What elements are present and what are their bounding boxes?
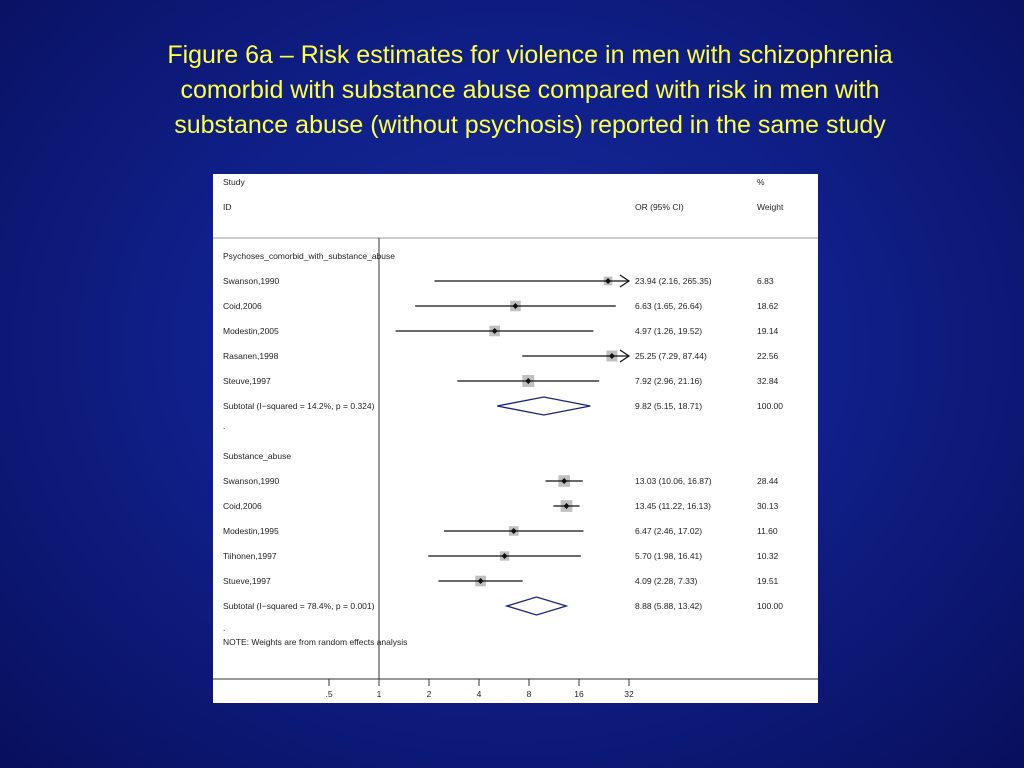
x-axis-tick-label: 4 xyxy=(476,689,482,699)
weight-text: 100.00 xyxy=(757,601,783,611)
study-label: Steuve,1997 xyxy=(223,376,271,386)
title-line: Figure 6a – Risk estimates for violence in men with schizophrenia xyxy=(167,41,893,69)
title-line: comorbid with substance abuse compared with risk in men with xyxy=(180,76,880,104)
forest-plot-panel xyxy=(213,174,818,703)
weight-text: 18.62 xyxy=(757,301,779,311)
x-axis-tick-label: .5 xyxy=(325,689,333,699)
x-axis-tick-label: 1 xyxy=(376,689,382,699)
header-id: ID xyxy=(223,202,232,212)
or-ci-text: 8.88 (5.88, 13.42) xyxy=(635,601,703,611)
weight-text: 32.84 xyxy=(757,376,779,386)
weight-text: 19.14 xyxy=(757,326,779,336)
or-ci-text: 4.97 (1.26, 19.52) xyxy=(635,326,703,336)
or-ci-text: 4.09 (2.28, 7.33) xyxy=(635,576,698,586)
weight-text: 10.32 xyxy=(757,551,779,561)
x-axis-tick-label: 16 xyxy=(574,689,584,699)
weight-text: 22.56 xyxy=(757,351,779,361)
group-label: Psychoses_comorbid_with_substance_abuse xyxy=(223,251,395,261)
or-ci-text: 7.92 (2.96, 21.16) xyxy=(635,376,703,386)
or-ci-text: 25.25 (7.29, 87.44) xyxy=(635,351,707,361)
header-study: Study xyxy=(223,177,245,187)
title-line: substance abuse (without psychosis) reported in the same study xyxy=(174,111,886,139)
subtotal-label: Subtotal (I−squared = 78.4%, p = 0.001) xyxy=(223,601,375,611)
header-weight-pct: % xyxy=(757,177,765,187)
or-ci-text: 13.45 (11.22, 16.13) xyxy=(635,501,711,511)
x-axis-tick-label: 32 xyxy=(624,689,634,699)
or-ci-text: 9.82 (5.15, 18.71) xyxy=(635,401,703,411)
footer-dot: . xyxy=(223,623,226,633)
forest-plot xyxy=(213,174,818,703)
subtotal-diamond xyxy=(507,597,567,615)
study-label: Tiihonen,1997 xyxy=(223,551,277,561)
weight-text: 6.83 xyxy=(757,276,774,286)
header-or-ci: OR (95% CI) xyxy=(635,202,684,212)
study-label: Swanson,1990 xyxy=(223,276,280,286)
slide-title xyxy=(80,38,980,143)
study-label: Coid,2006 xyxy=(223,301,262,311)
or-ci-text: 23.94 (2.16, 265.35) xyxy=(635,276,712,286)
or-ci-text: 13.03 (10.06, 16.87) xyxy=(635,476,712,486)
study-label: Rasanen,1998 xyxy=(223,351,279,361)
x-axis-tick-label: 8 xyxy=(526,689,532,699)
study-label: Modestin,2005 xyxy=(223,326,279,336)
subtotal-label: Subtotal (I−squared = 14.2%, p = 0.324) xyxy=(223,401,375,411)
weight-text: 28.44 xyxy=(757,476,779,486)
header-weight: Weight xyxy=(757,202,784,212)
study-label: Swanson,1990 xyxy=(223,476,280,486)
study-label: Modestin,1995 xyxy=(223,526,279,536)
group-label: Substance_abuse xyxy=(223,451,292,461)
study-label: Coid,2006 xyxy=(223,501,262,511)
weight-text: 100.00 xyxy=(757,401,783,411)
subtotal-diamond xyxy=(497,397,590,415)
or-ci-text: 6.47 (2.46, 17.02) xyxy=(635,526,703,536)
or-ci-text: 6.63 (1.65, 26.64) xyxy=(635,301,703,311)
weights-note: NOTE: Weights are from random effects analysis xyxy=(223,637,408,647)
separator-dot: . xyxy=(223,421,226,431)
weight-text: 19.51 xyxy=(757,576,779,586)
study-label: Stueve,1997 xyxy=(223,576,271,586)
weight-text: 30.13 xyxy=(757,501,779,511)
or-ci-text: 5.70 (1.98, 16.41) xyxy=(635,551,703,561)
x-axis-tick-label: 2 xyxy=(426,689,432,699)
weight-text: 11.60 xyxy=(757,526,778,536)
